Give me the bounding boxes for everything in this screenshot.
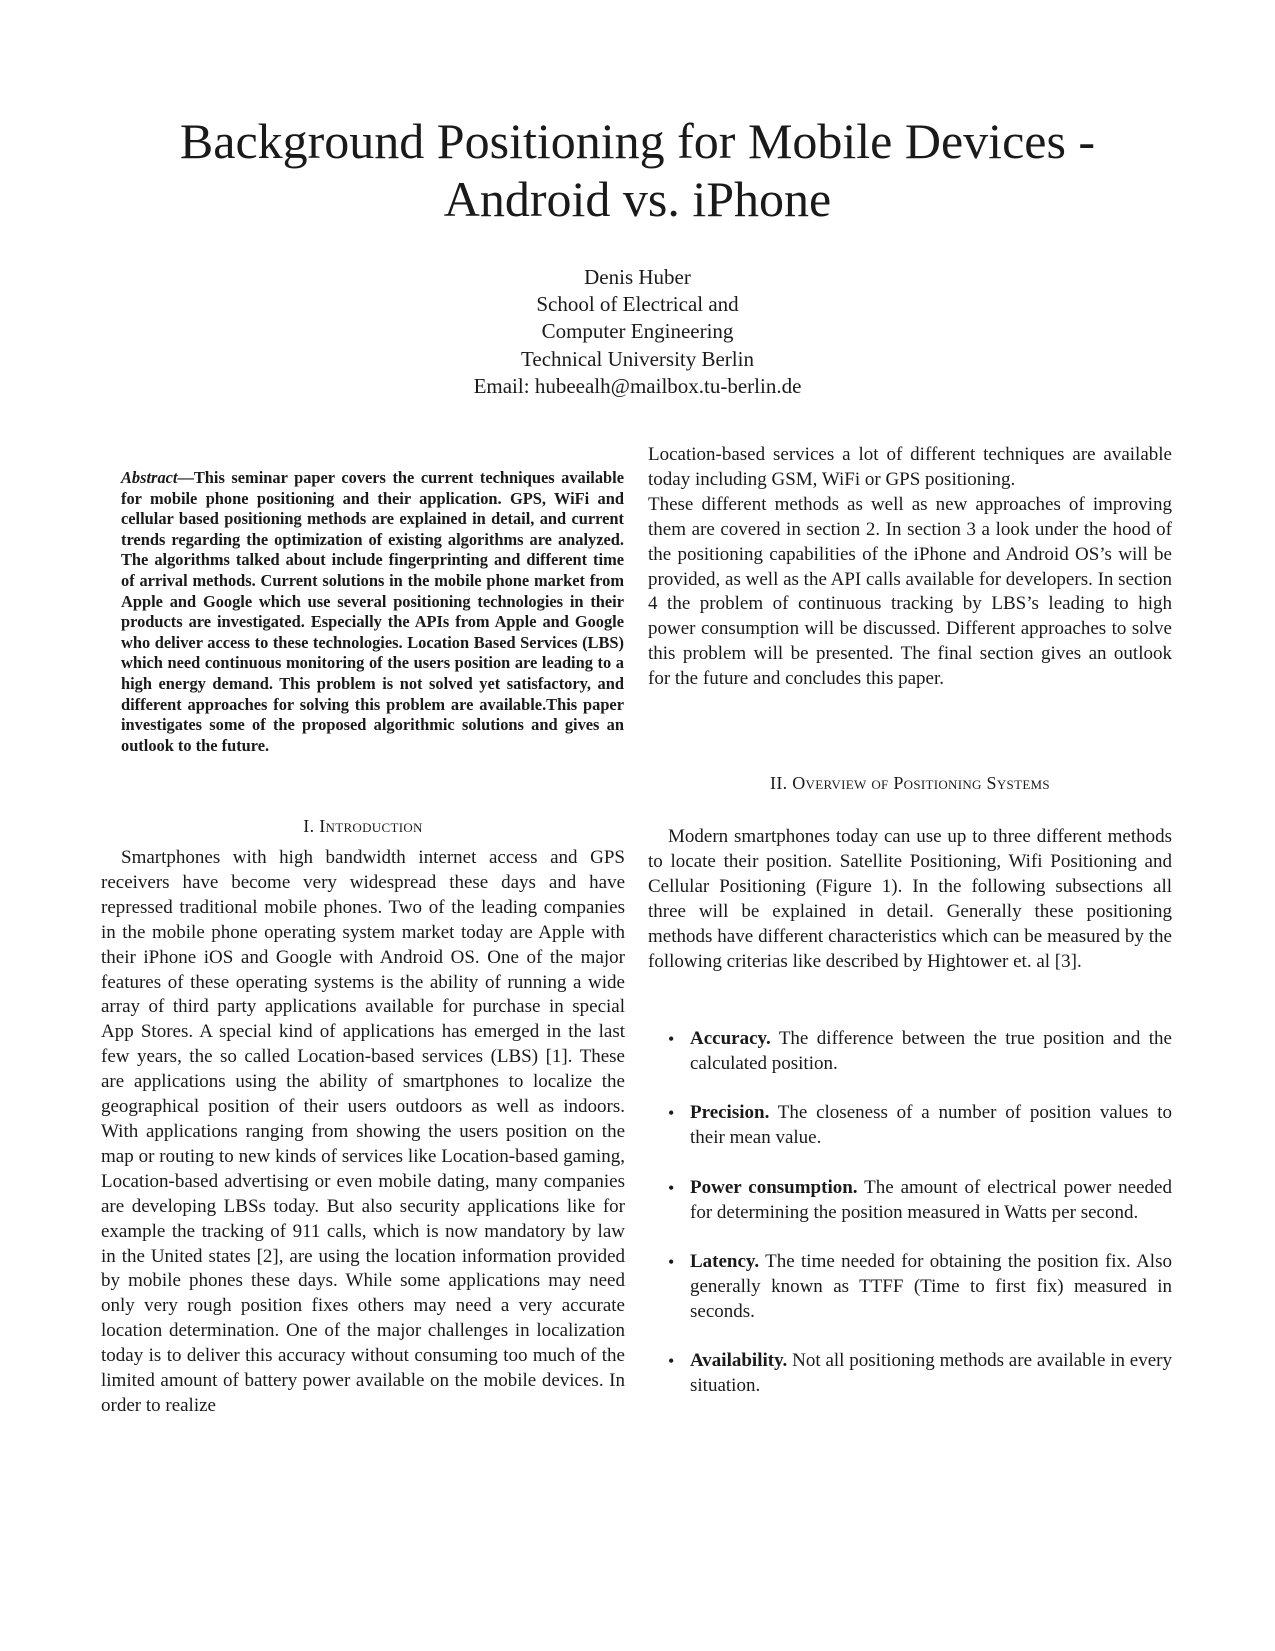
author-affiliation-2: Computer Engineering: [541, 319, 734, 344]
criteria-item-availability: [648, 1349, 1172, 1399]
section-1-heading: [101, 816, 625, 837]
section-1-number: I.: [303, 816, 315, 836]
abstract-text: This seminar paper covers the current techniques available for mobile phone positioning and their application. GPS, WiFi and cellular based positioning methods are explained in detail, and current trends regarding the optimization of existing algorithms are analyzed. The algorithms talked about include fingerprinting and different time of arrival methods. Current solutions in the mobile phone market from Apple and Google which use several positioning technologies in their products are investigated. Especially the APIs from Apple and Google who deliver access to these technologies. Location Based Services (LBS) which need continuous monitoring of the users position are leading to a high energy demand. This problem is not solved yet satisfactory, and different approaches for solving this problem are available.This paper investigates some of the proposed algorithmic solutions and gives an outlook to the future.: [121, 468, 624, 755]
criteria-item-accuracy: [648, 1027, 1172, 1077]
abstract-separator: —: [177, 468, 194, 487]
criteria-term: Availability.: [690, 1350, 788, 1372]
abstract-label: Abstract: [121, 468, 178, 487]
introduction-body: [101, 846, 625, 1419]
section-2-heading: [648, 773, 1172, 794]
criteria-description: The difference between the true position and the calculated position.: [690, 1028, 1172, 1074]
bullet-icon: •: [668, 1029, 675, 1049]
criteria-term: Latency.: [690, 1250, 760, 1272]
bullet-icon: •: [668, 1251, 675, 1272]
bullet-icon: •: [668, 1177, 675, 1198]
criteria-description: The closeness of a number of position values to their mean value.: [690, 1102, 1172, 1149]
section-2-number: II.: [770, 773, 788, 793]
introduction-continued-para-2: These different methods as well as new approaches of improving them are covered in section 2. In section 3 a look under the hood of the positioning capabilities of the iPhone and Android OS’s will be provided, as well as the API calls available for developers. In section 4 the problem of continuous tracking by LBS’s leading to high power consumption will be discussed. Different approaches to solve this problem will be presented. The final section gives an outlook for the future and concludes this paper.: [648, 493, 1172, 690]
author-affiliation-3: Technical University Berlin: [521, 346, 754, 371]
criteria-description: The time needed for obtaining the position fix. Also generally known as TTFF (Time to first fix) measured in seconds.: [690, 1250, 1172, 1322]
paper-title: [100, 112, 1175, 228]
section-2-body: [648, 825, 1172, 974]
author-email: Email: hubeealh@mailbox.tu-berlin.de: [473, 373, 802, 398]
introduction-continued-para-1: Location-based services a lot of different techniques are available today including GSM, WiFi or GPS positioning.: [648, 444, 1172, 490]
section-1-title: Introduction: [319, 816, 423, 836]
criteria-list-container: [648, 1027, 1172, 1423]
title-line-2: Android vs. iPhone: [443, 171, 832, 227]
introduction-paragraph: Smartphones with high bandwidth internet access and GPS receivers have become very widespread these days and have repressed traditional mobile phones. Two of the leading companies in the mobile phone operating system market today are Apple with their iPhone iOS and Google with Android OS. One of the major features of these operating systems is the ability of running a wide array of third party applications available for purchase in special App Stores. A special kind of applications has emerged in the last few years, the so called Location-based services (LBS) [1]. These are applications using the ability of smartphones to localize the geographical position of their users outdoors as well as indoors. With applications ranging from showing the users position on the map or routing to new kinds of services like Location-based gaming, Location-based advertising or even mobile dating, many companies are developing LBSs today. But also security applications like for example the tracking of 911 calls, which is now mandatory by law in the United states [2], are using the location information provided by mobile phones these days. While some applications may need only very rough position fixes others may need a very accurate location determination. One of the major challenges in localization today is to deliver this accuracy without consuming too much of the limited amount of battery power available on the mobile devices. In order to realize: [101, 847, 625, 1416]
criteria-description: Not all positioning methods are available in every situation.: [690, 1350, 1173, 1397]
criteria-term: Accuracy.: [690, 1028, 771, 1049]
criteria-item-precision: [648, 1101, 1172, 1151]
bullet-icon: •: [668, 1103, 675, 1124]
section-2-paragraph: Modern smartphones today can use up to three different methods to locate their position. Satellite Positioning, Wifi Positioning and Cellular Positioning (Figure 1). In the following subsections all three will be explained in detail. Generally these positioning methods have different characteristics which can be measured by the following criterias like described by Hightower et. al [3].: [648, 826, 1172, 972]
author-block: [300, 264, 975, 400]
bullet-icon: •: [668, 1351, 675, 1372]
title-line-1: Background Positioning for Mobile Devices -: [179, 113, 1096, 169]
criteria-description: The amount of electrical power needed for determining the position measured in Watts per second.: [690, 1176, 1172, 1223]
author-name: Denis Huber: [584, 265, 691, 289]
abstract: [121, 468, 624, 756]
introduction-continued: [648, 443, 1172, 692]
criteria-item-latency: [648, 1250, 1172, 1325]
criteria-term: Power consumption.: [690, 1176, 858, 1198]
criteria-term: Precision.: [690, 1102, 770, 1124]
author-affiliation-1: School of Electrical and: [536, 292, 739, 317]
criteria-item-power-consumption: [648, 1176, 1172, 1226]
section-2-title: Overview of Positioning Systems: [792, 773, 1050, 793]
criteria-list: [648, 1027, 1172, 1399]
